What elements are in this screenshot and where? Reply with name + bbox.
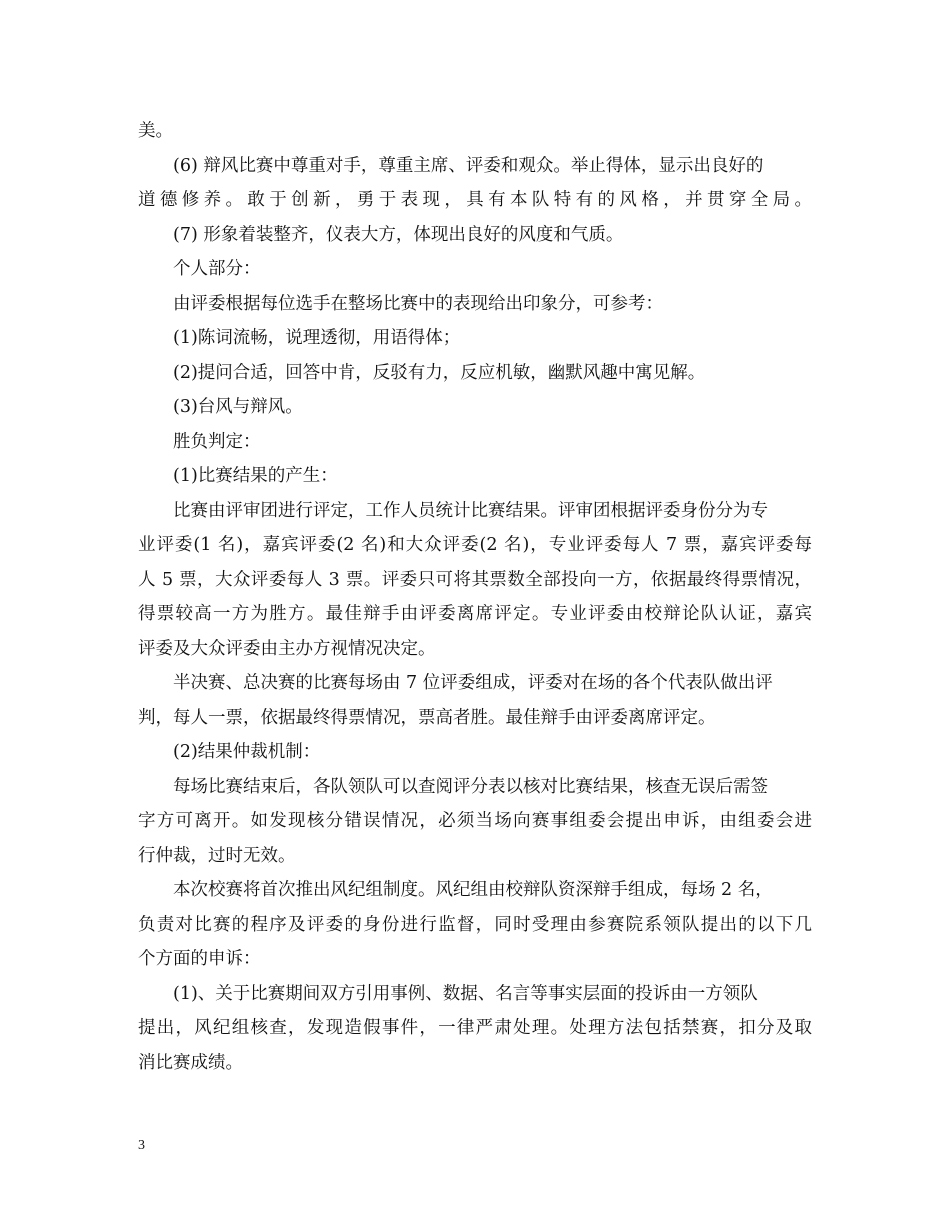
paragraph-line: 人 5 票，大众评委每人 3 票。评委只可将其票数全部投向一方，依据最终得票情况， [138,569,812,590]
paragraph-line: 半决赛、总决赛的比赛每场由 7 位评委组成，评委对在场的各个代表队做出评 [173,673,773,693]
paragraph-line: (6) 辩风比赛中尊重对手，尊重主席、评委和观众。举止得体，显示出良好的 [173,155,764,176]
paragraph-line: 字方可离开。如发现核分错误情况，必须当场向赛事组委会提出申诉，由组委会进 [138,811,812,831]
list-item: (1)、关于比赛期间双方引用事例、数据、名言等事实层面的投诉由一方领队 [173,983,758,1004]
paragraph-line: 比赛由评审团进行评定，工作人员统计比赛结果。评审团根据评委身份分为专 [173,500,768,521]
paragraph-line: 每场比赛结束后，各队领队可以查阅评分表以核对比赛结果，核查无误后需签 [173,776,768,797]
paragraph-line: 提出，风纪组核查，发现造假事件，一律严肃处理。处理方法包括禁赛，扣分及取 [138,1018,812,1038]
list-item: (3)台风与辩风。 [173,397,303,417]
paragraph-line: 业评委(1 名)，嘉宾评委(2 名)和大众评委(2 名)，专业评委每人 7 票，嘉宾评委每 [138,535,812,555]
section-heading: 胜负判定： [173,431,261,452]
paragraph-line: 由评委根据每位选手在整场比赛中的表现给出印象分，可参考： [173,293,663,314]
list-item: (1)陈词流畅，说理透彻，用语得体； [173,328,461,348]
paragraph-line: 个方面的申诉： [138,949,261,969]
subsection-heading: (1)比赛结果的产生： [173,466,338,486]
paragraph-line: 行仲裁，过时无效。 [138,845,296,866]
paragraph-line: 美。 [138,121,173,141]
paragraph-line: 本次校赛将首次推出风纪组制度。风纪组由校辩队资深辩手组成，每场 2 名， [173,880,773,900]
paragraph-line: 评委及大众评委由主办方视情况决定。 [138,638,436,659]
page-number: 3 [138,1138,145,1153]
subsection-heading: (2)结果仲裁机制： [173,742,321,762]
document-body [138,114,812,1080]
list-item: (2)提问合适，回答中肯，反驳有力，反应机敏，幽默风趣中寓见解。 [173,362,706,383]
paragraph-line: 道德修养。敢于创新，勇于表现，具有本队特有的风格，并贯穿全局。 [138,190,812,210]
section-heading: 个人部分： [173,259,261,279]
paragraph-line: 负责对比赛的程序及评委的身份进行监督，同时受理由参赛院系领队提出的以下几 [138,914,812,935]
paragraph-line: (7) 形象着装整齐，仪表大方，体现出良好的风度和气质。 [173,224,624,245]
paragraph-line: 判，每人一票，依据最终得票情况，票高者胜。最佳辩手由评委离席评定。 [138,707,716,728]
paragraph-line: 消比赛成绩。 [138,1052,243,1073]
paragraph-line: 得票较高一方为胜方。最佳辩手由评委离席评定。专业评委由校辩论队认证，嘉宾 [138,604,812,624]
